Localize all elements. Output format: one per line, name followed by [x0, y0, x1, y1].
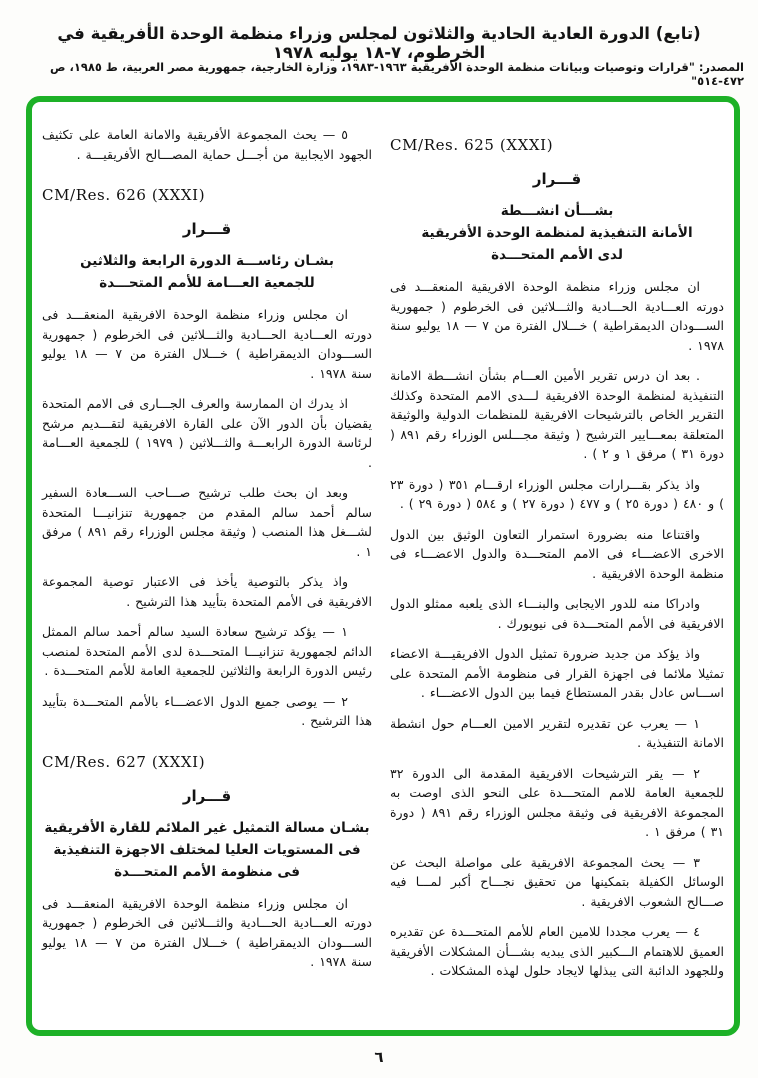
resolution-number-626: CM/Res. 626 (XXXI)	[42, 186, 206, 204]
resolution-subtitle: بشـــأن انشـــطة	[500, 203, 614, 219]
numbered-clause-4: ٤ — يعرب مجددا للامين العام للأمم المتحـــدة عن تقديره العميق للاهتمام الـــكبير الذى يبديه بشـــأن المشكلات الأفريقية وللجهود الدائبة التى يبذلها لايجاد حلول لهذه المشكلات .	[390, 924, 724, 978]
resolution-subtitle: لدى الأمم المتحـــدة	[491, 247, 623, 263]
numbered-clause-1: ١ — يعرب عن تقديره لتقرير الامين العـــام حول انشطة الامانة التنفيذية .	[390, 715, 724, 750]
paragraph: واقتناعا منه بضرورة استمرار التعاون الوثيق بين الدول الاخرى الاعضـــاء فى الامم المتحـــدة والدول الاعضـــاء فى منظمة الوحدة الافريقية .	[390, 526, 724, 581]
numbered-clause-1: ١ — يؤكد ترشيح سعادة السيد سالم أحمد سالم الممثل الدائم لجمهورية تنزانيـــا المتحـــدة لدى الأمم المتحدة لمنصب رئيس الدورة الرابعة والثلاثين للجمعية العامة للأمم المتحـــدة .	[42, 624, 372, 678]
paragraph: واذ يؤكد من جديد ضرورة تمثيل الدول الافريقيـــة الاعضاء تمثيلا ملائما فى اجهزة القرار فى منظومة الأمم المتحدة على اســـاس عادل بقدر المستطاع فيما بين الدول الاعضـــاء .	[390, 646, 724, 700]
paragraph: وبعد ان بحث طلب ترشيح صـــاحب الســـعادة السفير سالم أحمد سالم المقدم من جمهورية تنزانيـــا المتحدة لشـــغل هذا المنصب ( وثيقة مجلس الوزراء رقم ٨٩١ ) مرفق ١ .	[42, 485, 372, 559]
resolution-subtitle: بشـان رئاســـة الدورة الرابعة والثلاثين	[80, 253, 334, 269]
numbered-clause-2: ٢ — يوصى جميع الدول الاعضـــاء بالأمم المتحـــدة بتأييد هذا الترشيح .	[42, 693, 372, 728]
paragraph: ان مجلس وزراء منظمة الوحدة الافريقية المنعقـــد فى دورته العـــادية الحـــادية والثـــلاثين فى الخرطوم ( جمهورية الســـودان الديمقراطية ) خـــلال الفترة من ٧ — ١٨ يوليو سنة ١٩٧٨ .	[42, 895, 373, 969]
resolution-subtitle: فى منظومة الأمم المتحـــدة	[114, 863, 300, 880]
green-border-frame	[26, 96, 740, 1036]
resolution-subtitle: للجمعية العـــامة للأمم المتحـــدة	[99, 275, 315, 291]
paragraph: واذ يذكر بقـــرارات مجلس الوزراء ارقـــام ٣٥١ ( دورة ٢٣ ) و ٤٨٠ ( دورة ٢٥ ) و ٤٧٧ ( دورة ٢٧ ) و ٥٨٤ ( دورة ٢٩ ) .	[390, 476, 724, 511]
text-column-right	[390, 114, 724, 992]
resolution-word: قـــرار	[182, 220, 232, 238]
resolution-subtitle: الأمانة التنفيذية لمنظمة الوحدة الأفريقية	[421, 225, 693, 241]
paragraph: ان مجلس وزراء منظمة الوحدة الافريقية المنعقـــد فى دورته العـــادية الحـــادية والثـــلاثين فى الخرطوم ( جمهورية الســـودان الديمقراطية ) خـــلال الفترة من ٧ — ١٨ يوليو سنة ١٩٧٨ .	[42, 307, 373, 381]
page-header-source: المصدر: "قرارات وتوصيات وبيانات منظمة الوحدة الأفريقية ١٩٦٣-١٩٨٣، وزارة الخارجية، جمهورية مصر العربية، ط ١٩٨٥، ص ٤٧٢-٥١٤"	[49, 60, 744, 88]
numbered-clause-2: ٢ — يقر الترشيحات الافريقية المقدمة الى الدورة ٣٢ للجمعية العامة للامم المتحـــدة على النحو الذى اوصت به المجموعة الافريقية فى وثيقة مجلس الوزراء رقم ٨٩١ ( دورة ٣١ ) مرفق ١ .	[390, 765, 724, 839]
paragraph: واذ يذكر بالتوصية يأخذ فى الاعتبار توصية المجموعة الافريقية فى الأمم المتحدة بتأييد هذا الترشيح .	[42, 574, 372, 609]
paragraph: . بعد ان درس تقرير الأمين العـــام بشأن انشـــطة الامانة التنفيذية لمنظمة الوحدة الافريقية لـــدى الامم المتحدة وكذلك التقرير الخاص بالترشيحات الافريقية للمنظمات الدولية والوثيقة المتعلقة بمعـــايير الترشيح ( وثيقة مجـــلس الوزراء رقم ٨٩١ ( دورة ٣١ ) مرفق ١ و ٢ ) .	[390, 368, 724, 461]
numbered-clause-3: ٣ — يحث المجموعة الافريقية على مواصلة البحث عن الوسائل الكفيلة بتمكينها من تحقيق نجـــاح أكبر لمـــا فيه صـــالح الشعوب الافريقية .	[390, 854, 724, 909]
paragraph: اذ يدرك ان الممارسة والعرف الجـــارى فى الامم المتحدة يقضيان بأن الدور الآن على القارة الافريقية لتقـــديم مرشح لرئاسة الدورة الرابعـــة والثـــلاثين ( ١٩٧٩ ) للجمعية العـــامة .	[42, 396, 373, 470]
page-number: ٦	[374, 1048, 384, 1066]
paragraph: وادراكا منه للدور الايجابى والبنـــاء الذى يلعبه ممثلو الدول الافريقية فى الأمم المتحـــدة فى نيويورك .	[390, 596, 724, 631]
resolution-number-627: CM/Res. 627 (XXXI)	[42, 752, 206, 771]
page-header-title: (تابع) الدورة العادية الحادية والثلاثون لمجلس وزراء منظمة الوحدة الأفريقية في الخرطوم، ٧-١٨ يوليه ١٩٧٨	[57, 24, 701, 62]
resolution-word: قـــرار	[182, 786, 232, 805]
resolution-number-625: CM/Res. 625 (XXXI)	[390, 136, 554, 154]
paragraph: ان مجلس وزراء منظمة الوحدة الافريقية المنعقـــد فى دورته العـــادية الحـــادية والثـــلاثين فى الخرطوم ( جمهورية الســـودان الديمقراطية ) خـــلال الفترة من ٧ — ١٨ يوليو سنة ١٩٧٨ .	[390, 279, 724, 353]
text-column-left	[42, 114, 372, 983]
numbered-clause-5: ٥ — يحث المجموعة الأفريقية والامانة العامة على تكثيف الجهود الايجابية من أجـــل حماية المصـــالح الأفريقيـــة .	[42, 127, 372, 162]
resolution-word: قـــرار	[532, 170, 582, 188]
resolution-subtitle: بشـان مسالة التمثيل غير الملائم للقارة الأفريقية	[44, 819, 370, 836]
resolution-subtitle: فى المستويات العليا لمختلف الاجهزة التنفيذية	[53, 841, 361, 858]
